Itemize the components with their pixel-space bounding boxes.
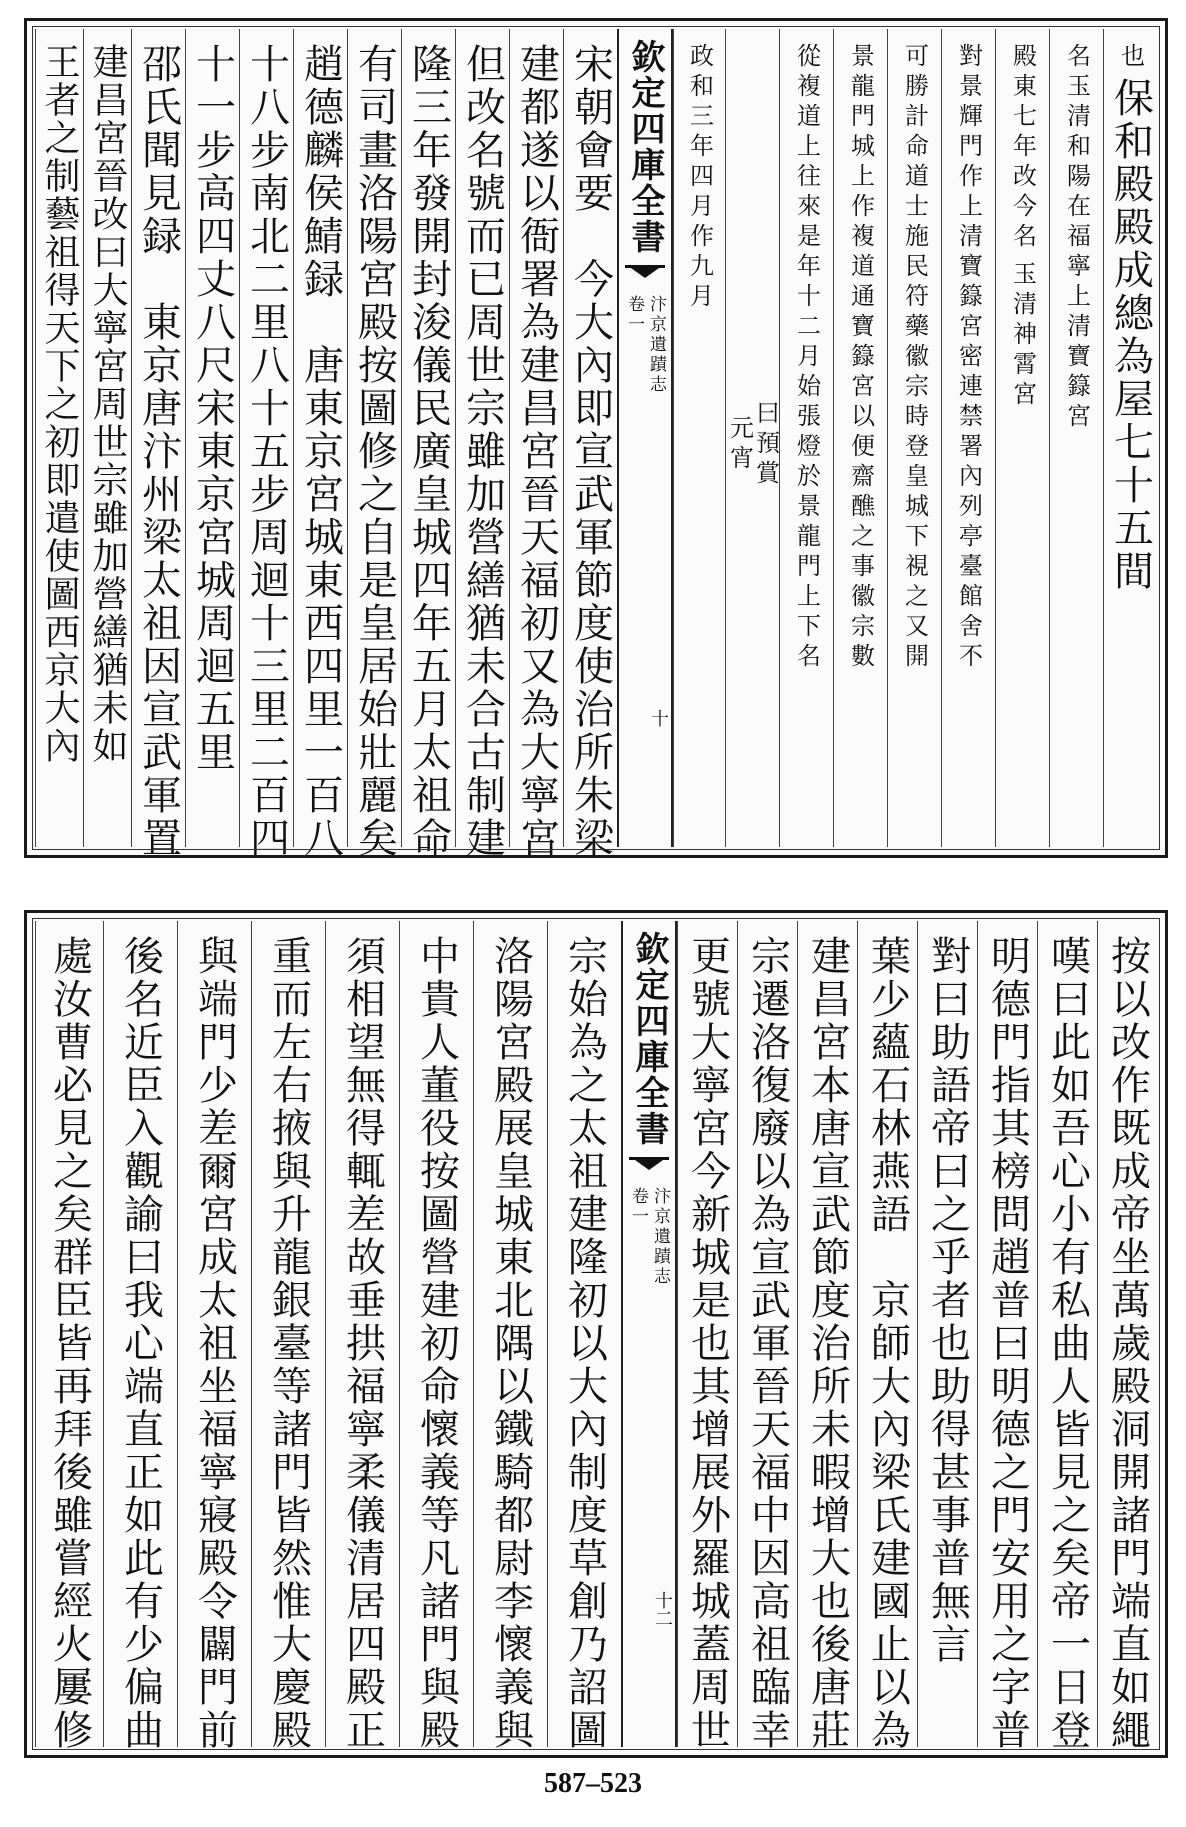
column-text: 宗始為之太祖建隆初以大內制度草創乃詔圖 [561, 935, 608, 1752]
top-left-col-7 [239, 29, 293, 860]
top-left-col-5 [347, 29, 401, 860]
volume-info [624, 295, 666, 395]
column-text: 宋朝會要 今大內即宣武軍節度使治所朱梁 [567, 43, 614, 860]
bottom-center-spine [621, 921, 677, 1747]
column-text: 建昌宮晉改曰大寧宮周世宗雖加營繕猶未如 [87, 43, 128, 765]
bottom-left-col-4 [325, 921, 399, 1752]
column-text: 嘆曰此如吾心小有私曲人皆見之矣帝一日登 [1044, 935, 1091, 1752]
top-right-col-7 [779, 29, 833, 847]
bottom-right-col-5 [857, 921, 917, 1752]
bottom-columns [35, 921, 1157, 1752]
top-left-col-10 [83, 29, 131, 847]
top-left-col-9 [131, 29, 185, 860]
leaf-number: 十 [648, 709, 669, 727]
top-left-col-2 [509, 29, 563, 860]
top-left-col-8 [185, 29, 239, 847]
column-text: 宗遷洛復廢以為宣武軍晉天福中因高祖臨幸 [744, 935, 791, 1752]
column-text: 名玉清和陽在福寧上清寶籙宮 [1062, 43, 1091, 433]
leaf-number: 十二 [652, 1591, 673, 1627]
column-text: 政和三年四月作九月 [685, 43, 714, 313]
top-right-col-9 [673, 29, 725, 847]
column-text: 須相望無得輒差故垂拱福寧柔儀清居四殿正 [339, 935, 386, 1752]
fish-tail-mark [629, 1157, 669, 1171]
column-text: 但改名號而已周世宗雖加營繕猶未合古制建 [459, 43, 506, 860]
column-text: 與端門少差爾宮成太祖坐福寧寢殿令闢門前 [191, 935, 238, 1752]
book-title: 欽定四庫全書 [625, 39, 665, 255]
juan-label: 卷一 [628, 1187, 648, 1227]
bottom-right-col-1 [1097, 921, 1157, 1752]
bottom-left-col-6 [177, 921, 251, 1752]
top-left-col-1 [563, 29, 617, 860]
bottom-right-col-4 [917, 921, 977, 1747]
bottom-left-col-1 [547, 921, 621, 1752]
top-right-col-1 [1103, 29, 1157, 847]
bottom-left-col-8 [35, 921, 103, 1752]
juan-label: 卷一 [624, 295, 644, 335]
bottom-page [24, 910, 1168, 1758]
top-center-spine [617, 29, 673, 847]
book-title: 欽定四庫全書 [629, 931, 669, 1147]
bottom-right-col-6 [797, 921, 857, 1752]
column-text: 後名近臣入觀諭曰我心端直正如此有少偏曲 [117, 935, 164, 1752]
column-text: 景龍門城上作複道通寶籙宮以便齋醮之事徽宗數 [846, 43, 875, 673]
bottom-left-col-3 [399, 921, 473, 1752]
page-number: 587–523 [544, 1768, 642, 1799]
top-right-col-6 [833, 29, 887, 847]
column-text: 也 [1116, 43, 1145, 73]
column-text: 洛陽宮殿展皇城東北隅以鐵騎都尉李懷義與 [487, 935, 534, 1752]
column-text: 從複道上往來是年十二月始張燈於景龍門上下名 [792, 43, 821, 673]
top-left-col-6 [293, 29, 347, 860]
volume-title: 汴京遺蹟志 [650, 1187, 670, 1287]
column-text: 元宵 [725, 415, 754, 475]
top-right-col-4 [941, 29, 995, 847]
bottom-right-col-8 [677, 921, 737, 1752]
bottom-left-col-7 [103, 921, 177, 1752]
volume-info [628, 1187, 670, 1287]
column-text: 十一步高四丈八尺宋東京宮城周迴五里 [189, 43, 236, 774]
top-right-col-2 [1049, 29, 1103, 847]
column-text: 隆三年發開封浚儀民廣皇城四年五月太祖命 [405, 43, 452, 860]
column-text: 建昌宮本唐宣武節度治所未暇增大也後唐莊 [804, 935, 851, 1752]
column-text: 對景輝門作上清寶籙宮密連禁署內列亭臺館舍不 [954, 43, 983, 673]
column-text: 明德門指其榜問趙普曰明德之門安用之字普 [984, 935, 1031, 1752]
top-right-col-5 [887, 29, 941, 847]
column-text: 按以改作既成帝坐萬歲殿洞開諸門端直如繩 [1104, 935, 1151, 1752]
top-left-col-3 [455, 29, 509, 860]
column-text: 有司畫洛陽宮殿按圖修之自是皇居始壯麗矣 [351, 43, 398, 860]
column-text: 王者之制藝祖得天下之初即遣使圖西京大內 [39, 43, 80, 765]
column-text: 處汝曹必見之矣群臣皆再拜後雖嘗經火屢修 [46, 935, 93, 1752]
column-text: 十八步南北二里八十五步周迴十三里二百四 [243, 43, 290, 860]
column-text: 殿東七年改今名 [1008, 43, 1037, 253]
column-text: 重而左右掖與升龍銀臺等諸門皆然惟大慶殿 [265, 935, 312, 1752]
bottom-left-col-5 [251, 921, 325, 1752]
column-text: 趙德麟侯鯖録 唐東京宮城東西四里一百八 [297, 43, 344, 860]
column-text: 對曰助語帝曰之乎者也助得甚事普無言 [924, 935, 971, 1666]
column-text: 葉少蘊石林燕語 京師大內梁氏建國止以為 [864, 935, 911, 1752]
column-text: 曰預賞 [751, 400, 780, 490]
bottom-right-col-7 [737, 921, 797, 1752]
column-text: 中貴人董役按圖營建初命懷義等凡諸門與殿 [413, 935, 460, 1752]
column-text: 邵氏聞見録 東京唐汴州梁太祖因宣武軍置 [135, 43, 182, 860]
column-text: 保和殿殿成總為屋七十五間 [1107, 77, 1154, 593]
top-page [24, 18, 1168, 858]
volume-title: 汴京遺蹟志 [646, 295, 666, 395]
top-right-col-3 [995, 29, 1049, 847]
column-text: 更號大寧宮今新城是也其增展外羅城蓋周世 [684, 935, 731, 1752]
bottom-left-col-2 [473, 921, 547, 1752]
bottom-right-col-3 [977, 921, 1037, 1752]
column-text: 建都遂以衙署為建昌宮晉天福初又為大寧宮 [513, 43, 560, 860]
top-right-col-8 [725, 29, 779, 847]
column-text: 可勝計命道士施民符藥徽宗時登皇城下視之又開 [900, 43, 929, 673]
fish-tail-mark [625, 265, 665, 279]
top-columns [35, 29, 1157, 860]
top-left-col-11 [35, 29, 83, 847]
bottom-right-col-2 [1037, 921, 1097, 1752]
top-left-col-4 [401, 29, 455, 860]
column-text: 玉清神霄宮 [1008, 261, 1037, 411]
